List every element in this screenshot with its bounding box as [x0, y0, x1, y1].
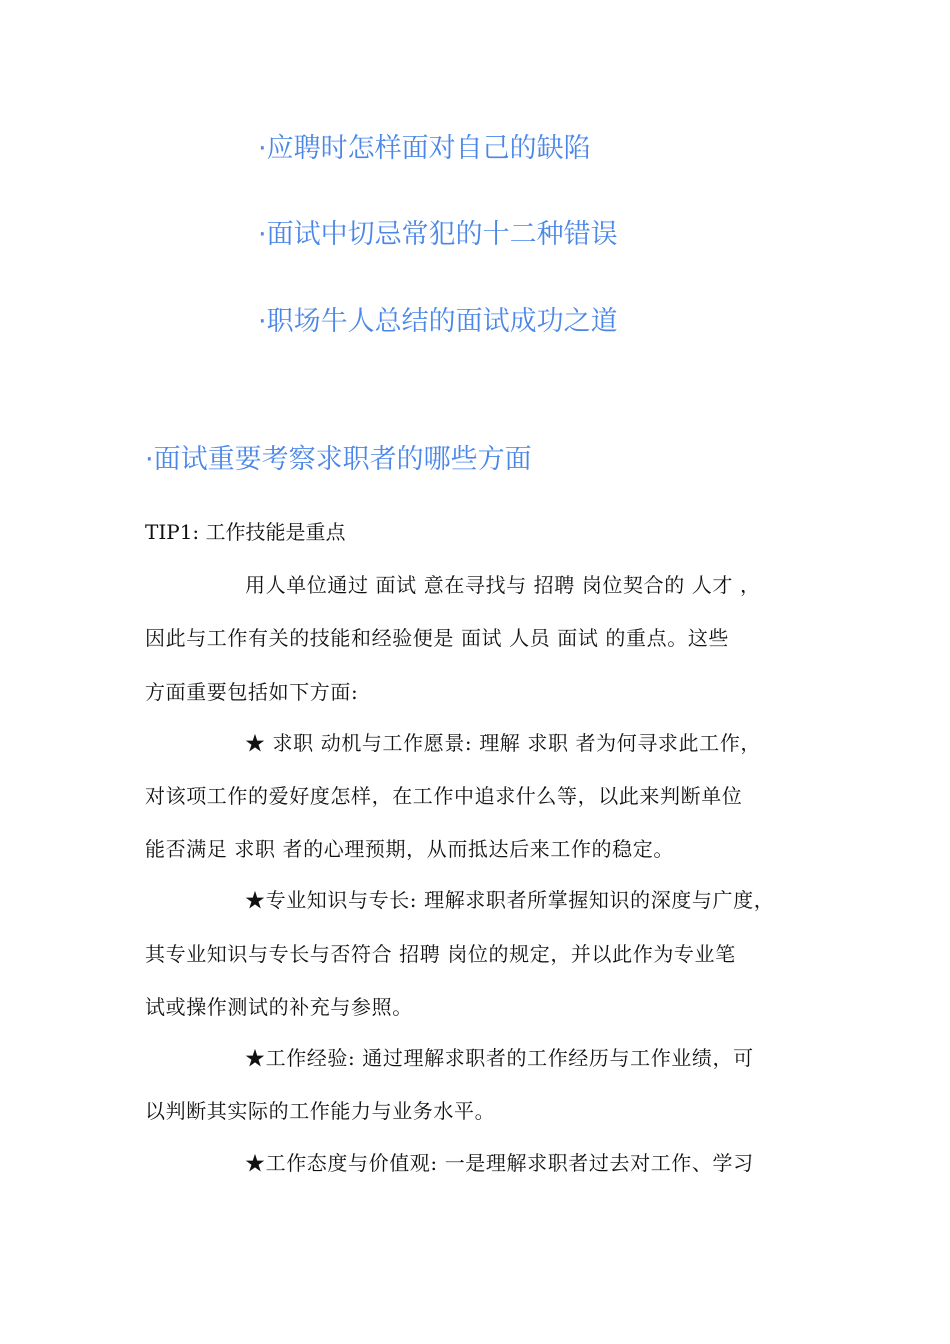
- tip1-label: TIP1:: [145, 520, 200, 544]
- paragraph-1-line-1: 用人单位通过 面试 意在寻找与 招聘 岗位契合的 人才 ，: [245, 573, 761, 597]
- paragraph-4-line-1: ★工作经验: 通过理解求职者的工作经历与工作业绩，可: [245, 1046, 754, 1070]
- paragraph-2-line-2: 对该项工作的爱好度怎样，在工作中追求什么等，以此来判断单位: [145, 784, 743, 808]
- paragraph-4-line-2: 以判断其实际的工作能力与业务水平。: [145, 1099, 496, 1123]
- related-link-3[interactable]: ·职场牛人总结的面试成功之道: [258, 306, 618, 337]
- paragraph-3-line-2: 其专业知识与专长与否符合 招聘 岗位的规定，并以此作为专业笔: [145, 942, 736, 966]
- tip1-title: 工作技能是重点: [205, 520, 346, 544]
- paragraph-2-line-3: 能否满足 求职 者的心理预期，从而抵达后来工作的稳定。: [145, 837, 674, 861]
- related-link-1[interactable]: ·应聘时怎样面对自己的缺陷: [258, 133, 591, 164]
- paragraph-3-line-1: ★专业知识与专长: 理解求职者所掌握知识的深度与广度，: [245, 888, 775, 912]
- tip1-heading: [145, 522, 346, 542]
- paragraph-2-line-1: ★ 求职 动机与工作愿景: 理解 求职 者为何寻求此工作，: [245, 731, 761, 755]
- paragraph-1-line-2: 因此与工作有关的技能和经验便是 面试 人员 面试 的重点。这些: [145, 626, 730, 650]
- paragraph-5-line-1: ★工作态度与价值观: 一是理解求职者过去对工作、学习: [245, 1151, 754, 1175]
- paragraph-3-line-3: 试或操作测试的补充与参照。: [145, 995, 413, 1019]
- section-heading[interactable]: ·面试重要考察求职者的哪些方面: [145, 444, 532, 475]
- related-link-2[interactable]: ·面试中切忌常犯的十二种错误: [258, 219, 618, 250]
- paragraph-1-line-3: 方面重要包括如下方面:: [145, 680, 359, 704]
